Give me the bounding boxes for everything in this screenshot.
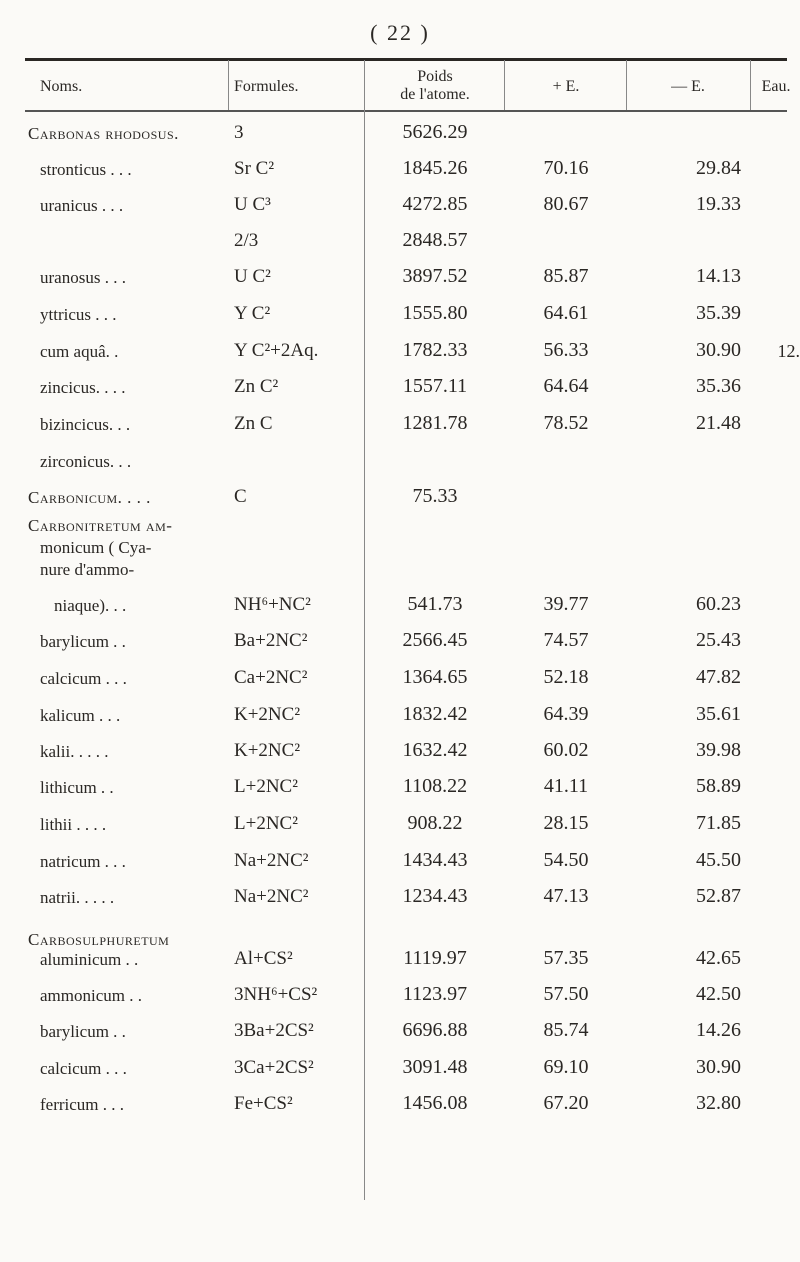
atomic-weight-cell: 1434.43 xyxy=(402,849,468,871)
plus-e-cell: 56.33 xyxy=(543,339,589,361)
minus-e-cell: 21.48 xyxy=(696,412,741,434)
plus-e-cell: 85.87 xyxy=(543,265,589,287)
name-cell: ammonicum . . xyxy=(40,986,142,1005)
atomic-weight-cell: 1632.42 xyxy=(402,739,468,761)
atomic-weight-cell: 5626.29 xyxy=(402,121,468,143)
atomic-weight-cell: 1234.43 xyxy=(402,885,468,907)
name-cell: calcicum . . . xyxy=(40,669,127,688)
minus-e-cell: 29.84 xyxy=(696,157,741,179)
table-row xyxy=(0,584,800,618)
table-row xyxy=(0,1010,800,1044)
table-row xyxy=(0,694,800,728)
table-row xyxy=(0,184,800,218)
name-cell: aluminicum . . xyxy=(40,950,139,969)
header-eau: Eau. xyxy=(761,78,791,95)
formula-cell: Y C² xyxy=(234,303,271,324)
formula-cell: Ba+2NC² xyxy=(234,630,308,651)
formula-cell: Fe+CS² xyxy=(234,1093,293,1114)
atomic-weight-cell: 1281.78 xyxy=(402,412,468,434)
table-row xyxy=(0,1083,800,1117)
table-row xyxy=(0,112,800,146)
minus-e-cell: 32.80 xyxy=(696,1092,741,1114)
name-cell: uranosus . . . xyxy=(40,268,126,287)
name-cell: kalii. . . . . xyxy=(40,742,109,761)
formula-cell: Y C²+2Aq. xyxy=(234,340,319,361)
name-cell: yttricus . . . xyxy=(40,305,117,324)
atomic-weight-cell: 1555.80 xyxy=(402,302,468,324)
plus-e-cell: 85.74 xyxy=(543,1019,589,1041)
header-plus-e: + E. xyxy=(552,78,580,95)
formula-cell: 3 xyxy=(234,122,244,143)
plus-e-cell: 41.11 xyxy=(543,775,589,797)
atomic-weight-cell: 75.33 xyxy=(412,485,458,507)
name-cell: barylicum . . xyxy=(40,1022,126,1041)
header-weight-line1: Poids xyxy=(417,68,453,85)
formula-cell: 3Ca+2CS² xyxy=(234,1057,314,1078)
table-row xyxy=(0,440,800,474)
formula-cell: Zn C xyxy=(234,413,273,434)
table-row xyxy=(0,803,800,837)
minus-e-cell: 25.43 xyxy=(696,629,741,651)
column-separator xyxy=(228,60,229,110)
plus-e-cell: 39.77 xyxy=(543,593,589,615)
formula-cell: K+2NC² xyxy=(234,704,301,725)
plus-e-cell: 70.16 xyxy=(543,157,589,179)
atomic-weight-cell: 1557.11 xyxy=(402,375,468,397)
name-cell: cum aquâ. . xyxy=(40,342,119,361)
minus-e-cell: 47.82 xyxy=(696,666,741,688)
plus-e-cell: 64.61 xyxy=(543,302,589,324)
table-row xyxy=(0,620,800,654)
minus-e-cell: 42.50 xyxy=(696,983,741,1005)
atomic-weight-cell: 3897.52 xyxy=(402,265,468,287)
formula-cell: L+2NC² xyxy=(234,776,298,797)
plus-e-cell: 57.50 xyxy=(543,983,589,1005)
plus-e-cell: 69.10 xyxy=(543,1056,589,1078)
formula-cell: U C³ xyxy=(234,194,271,215)
name-cell: lithicum . . xyxy=(40,778,114,797)
table-row xyxy=(0,476,800,510)
plus-e-cell: 67.20 xyxy=(543,1092,589,1114)
minus-e-cell: 35.39 xyxy=(696,302,741,324)
table-row xyxy=(0,1047,800,1081)
name-cell: Carbonicum. . . . xyxy=(28,488,151,507)
table-row xyxy=(0,330,800,364)
atomic-weight-cell: 1364.65 xyxy=(402,666,468,688)
header-minus-e: — E. xyxy=(671,78,705,95)
minus-e-cell: 60.23 xyxy=(696,593,741,615)
formula-cell: Na+2NC² xyxy=(234,850,309,871)
formula-cell: NH⁶+NC² xyxy=(234,594,311,615)
atomic-weight-cell: 908.22 xyxy=(407,812,463,834)
atomic-weight-cell: 4272.85 xyxy=(402,193,468,215)
table-row xyxy=(0,220,800,254)
top-rule xyxy=(25,58,787,61)
header-names: Noms. xyxy=(40,78,83,95)
name-cell: nure d'ammo- xyxy=(40,560,135,579)
atomic-weight-cell: 1456.08 xyxy=(402,1092,468,1114)
name-cell: monicum ( Cya- xyxy=(40,538,152,557)
table-header xyxy=(0,62,800,110)
column-separator xyxy=(750,60,751,110)
table-row xyxy=(0,366,800,400)
name-cell: calcicum . . . xyxy=(40,1059,127,1078)
atomic-weight-cell: 3091.48 xyxy=(402,1056,468,1078)
formula-cell: 2/3 xyxy=(234,230,259,251)
name-cell: ferricum . . . xyxy=(40,1095,125,1114)
name-cell: niaque). . . xyxy=(54,596,127,615)
minus-e-cell: 30.90 xyxy=(696,1056,741,1078)
name-cell: Carbosulphuretum xyxy=(28,930,170,949)
name-cell: natricum . . . xyxy=(40,852,126,871)
atomic-weight-cell: 2566.45 xyxy=(402,629,468,651)
column-separator xyxy=(504,60,505,110)
minus-e-cell: 14.26 xyxy=(696,1019,741,1041)
plus-e-cell: 78.52 xyxy=(543,412,589,434)
table-row xyxy=(0,403,800,437)
atomic-weight-cell: 1845.26 xyxy=(402,157,468,179)
formula-cell: Zn C² xyxy=(234,376,279,397)
plus-e-cell: 52.18 xyxy=(543,666,589,688)
minus-e-cell: 14.13 xyxy=(696,265,741,287)
formula-cell: Al+CS² xyxy=(234,948,293,969)
eau-cell: 12. xyxy=(777,341,800,361)
plus-e-cell: 64.64 xyxy=(543,375,589,397)
table-row xyxy=(0,293,800,327)
formula-cell: Ca+2NC² xyxy=(234,667,308,688)
name-cell: kalicum . . . xyxy=(40,706,121,725)
atomic-weight-cell: 1123.97 xyxy=(402,983,468,1005)
plus-e-cell: 28.15 xyxy=(543,812,589,834)
atomic-weight-cell: 1782.33 xyxy=(402,339,468,361)
plus-e-cell: 57.35 xyxy=(543,947,589,969)
plus-e-cell: 80.67 xyxy=(543,193,589,215)
formula-cell: 3Ba+2CS² xyxy=(234,1020,314,1041)
formula-cell: K+2NC² xyxy=(234,740,301,761)
minus-e-cell: 45.50 xyxy=(696,849,741,871)
table-row xyxy=(0,938,800,972)
name-cell: Carbonitretum am- xyxy=(28,516,173,535)
minus-e-cell: 19.33 xyxy=(696,193,741,215)
name-cell: zincicus. . . . xyxy=(40,378,126,397)
table-row xyxy=(0,657,800,691)
table-row xyxy=(0,256,800,290)
plus-e-cell: 60.02 xyxy=(543,739,589,761)
plus-e-cell: 47.13 xyxy=(543,885,589,907)
formula-cell: Na+2NC² xyxy=(234,886,309,907)
header-weight-line2: de l'atome. xyxy=(400,86,470,103)
formula-cell: 3NH⁶+CS² xyxy=(234,984,318,1005)
formula-cell: C xyxy=(234,486,247,507)
name-cell: barylicum . . xyxy=(40,632,126,651)
name-cell: natrii. . . . . xyxy=(40,888,115,907)
name-cell: uranicus . . . xyxy=(40,196,124,215)
name-cell: zirconicus. . . xyxy=(40,452,132,471)
column-separator xyxy=(626,60,627,110)
minus-e-cell: 42.65 xyxy=(696,947,741,969)
atomic-weight-cell: 1108.22 xyxy=(402,775,468,797)
table-row xyxy=(0,876,800,910)
name-cell: Carbonas rhodosus. xyxy=(28,124,179,143)
table-row xyxy=(0,539,800,561)
table-row xyxy=(0,730,800,764)
atomic-weight-cell: 541.73 xyxy=(407,593,463,615)
minus-e-cell: 52.87 xyxy=(696,885,741,907)
minus-e-cell: 35.61 xyxy=(696,703,741,725)
minus-e-cell: 30.90 xyxy=(696,339,741,361)
name-cell: lithii . . . . xyxy=(40,815,107,834)
formula-cell: L+2NC² xyxy=(234,813,298,834)
plus-e-cell: 64.39 xyxy=(543,703,589,725)
minus-e-cell: 58.89 xyxy=(696,775,741,797)
minus-e-cell: 35.36 xyxy=(696,375,741,397)
formula-cell: U C² xyxy=(234,266,271,287)
name-cell: bizincicus. . . xyxy=(40,415,131,434)
header-formulas: Formules. xyxy=(234,78,299,95)
atomic-weight-cell: 1119.97 xyxy=(403,947,467,969)
table-row xyxy=(0,840,800,874)
page-number: ( 22 ) xyxy=(370,20,430,45)
table-row xyxy=(0,766,800,800)
atomic-weight-cell: 1832.42 xyxy=(402,703,468,725)
table-row xyxy=(0,561,800,583)
table-row xyxy=(0,974,800,1008)
formula-cell: Sr C² xyxy=(234,158,275,179)
table-row xyxy=(0,148,800,182)
atomic-weight-cell: 2848.57 xyxy=(402,229,468,251)
plus-e-cell: 54.50 xyxy=(543,849,589,871)
table-row xyxy=(0,517,800,539)
minus-e-cell: 71.85 xyxy=(696,812,741,834)
plus-e-cell: 74.57 xyxy=(543,629,589,651)
atomic-weight-cell: 6696.88 xyxy=(402,1019,468,1041)
minus-e-cell: 39.98 xyxy=(696,739,741,761)
name-cell: stronticus . . . xyxy=(40,160,132,179)
